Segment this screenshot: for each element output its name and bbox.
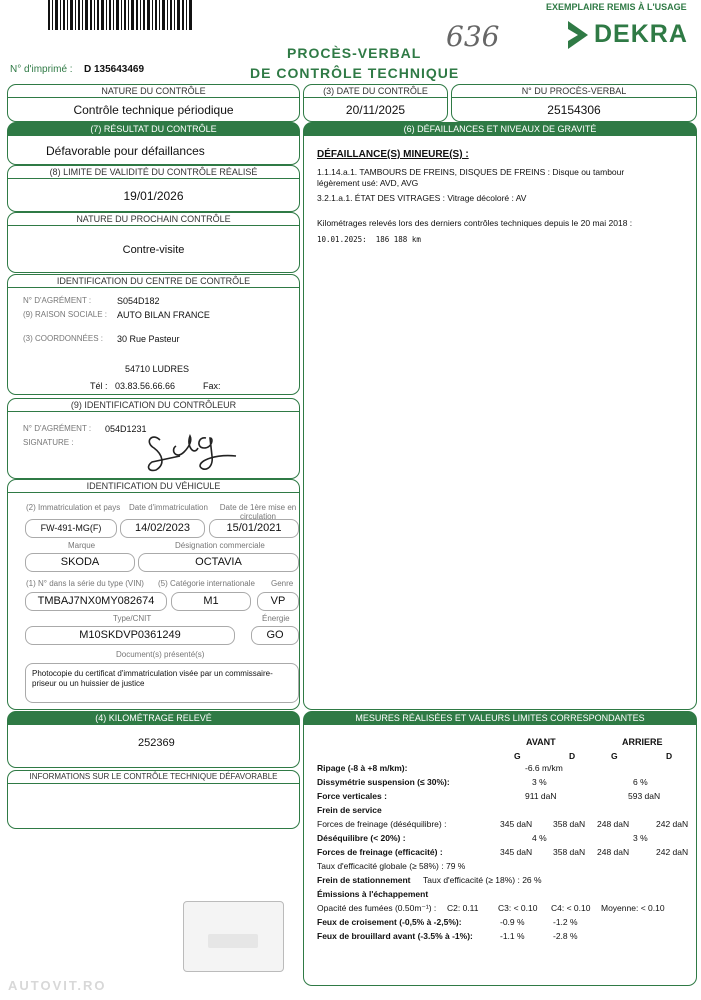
- forces-deseq-2: 358 daN: [553, 819, 586, 829]
- barcode: [48, 0, 194, 30]
- brouillard-2: -2.8 %: [553, 931, 578, 941]
- measures-d-avant: D: [569, 751, 576, 761]
- ripage-label: Ripage (-8 à +8 m/km):: [317, 763, 408, 773]
- croisement-label: Feux de croisement (-0,5% à -2,5%):: [317, 917, 462, 927]
- brouillard-label: Feux de brouillard avant (-3.5% à -1%):: [317, 931, 473, 941]
- validity-box: [7, 178, 300, 212]
- vehicle-genre-label: Genre: [271, 579, 294, 588]
- vehicle-first-use-value: 15/01/2021: [209, 519, 299, 538]
- dissym-label: Dissymétrie suspension (≤ 30%):: [317, 777, 450, 787]
- vehicle-cat-label: (5) Catégorie internationale: [158, 579, 255, 588]
- nature-box: [7, 97, 300, 122]
- taux-global: Taux d'efficacité globale (≥ 58%) : 79 %: [317, 861, 466, 871]
- date-box: [303, 97, 448, 122]
- info-fav-header: INFORMATIONS SUR LE CONTRÔLE TECHNIQUE DÉFAVORABLE: [7, 770, 300, 784]
- deseq-label: Déséquilibre (< 20%) :: [317, 833, 406, 843]
- center-agrement-value: S054D182: [117, 296, 160, 306]
- date-value: 20/11/2025: [345, 103, 406, 117]
- sticker-inner: [208, 934, 258, 948]
- vehicle-date-immat-value: 14/02/2023: [120, 519, 205, 538]
- vehicle-vin-value: TMBAJ7NX0MY082674: [25, 592, 167, 611]
- result-box: [7, 135, 300, 165]
- vehicle-docs-box: [25, 663, 299, 703]
- opacite-c3: C3: < 0.10: [498, 903, 538, 913]
- failures-box: [303, 135, 697, 710]
- dissym-arriere: 6 %: [633, 777, 648, 787]
- km-box: [7, 724, 300, 768]
- page-title-line1: PROCÈS-VERBAL: [287, 45, 422, 61]
- next-control-value: Contre-visite: [122, 244, 185, 256]
- forces-verticales-arriere: 593 daN: [628, 791, 661, 801]
- next-control-header: NATURE DU PROCHAIN CONTRÔLE: [7, 212, 300, 226]
- forces-eff-label: Forces de freinage (efficacité) :: [317, 847, 443, 857]
- vehicle-genre-value: VP: [257, 592, 299, 611]
- opacite-c2: C2: 0.11: [447, 903, 479, 913]
- stationnement-value: Taux d'efficacité (≥ 18%) : 26 %: [423, 875, 542, 885]
- vehicle-type-label: Type/CNIT: [113, 614, 152, 623]
- center-raison-value: AUTO BILAN FRANCE: [117, 310, 210, 320]
- printed-number-value: D 135643469: [84, 64, 145, 75]
- vehicle-docs-value: Photocopie du certificat d'immatriculation visée par un commissaire-priseur ou un huissier de justice: [32, 669, 273, 688]
- controller-agrement-label: N° D'AGRÉMENT :: [23, 424, 92, 433]
- vehicle-first-use-label: Date de 1ère mise en circulation: [219, 503, 297, 521]
- validity-header: (8) LIMITE DE VALIDITÉ DU CONTRÔLE RÉALISÉ: [7, 165, 300, 179]
- center-address1: 30 Rue Pasteur: [117, 334, 180, 344]
- deseq-arriere: 3 %: [633, 833, 648, 843]
- vehicle-cat-value: M1: [171, 592, 251, 611]
- controller-box: [7, 411, 300, 479]
- measures-arriere: ARRIERE: [622, 737, 663, 747]
- barcode-graphic: [48, 0, 194, 30]
- failure-item-1: 1.1.14.a.1. TAMBOURS DE FREINS, DISQUES DE FREINS : Disque ou tambour légèrement usé: AVD, AVG: [317, 167, 625, 188]
- watermark: AUTOVIT.RO: [8, 978, 107, 993]
- brouillard-1: -1.1 %: [500, 931, 525, 941]
- brand-name: DEKRA: [594, 20, 688, 48]
- forces-eff-1: 345 daN: [500, 847, 533, 857]
- failure-item-2: 3.2.1.a.1. ÉTAT DES VITRAGES : Vitrage décoloré : AV: [317, 193, 527, 203]
- sticker-area: [183, 901, 284, 972]
- vehicle-marque-label: Marque: [68, 541, 96, 550]
- center-coord-label: (3) COORDONNÉES :: [23, 334, 104, 343]
- vehicle-immat-label: (2) Immatriculation et pays: [26, 503, 121, 512]
- pv-header: N° DU PROCÈS-VERBAL: [451, 84, 697, 98]
- center-fax-label: Fax:: [203, 381, 221, 391]
- vehicle-energie-value: GO: [251, 626, 299, 645]
- center-tel-value: 03.83.56.66.66: [115, 381, 176, 391]
- dissym-avant: 3 %: [532, 777, 547, 787]
- validity-value: 19/01/2026: [123, 189, 184, 203]
- measures-g-arriere: G: [611, 751, 618, 761]
- stationnement-label: Frein de stationnement: [317, 875, 411, 885]
- vehicle-box: [7, 492, 300, 710]
- vehicle-designation-value: OCTAVIA: [138, 553, 299, 572]
- date-header: (3) DATE DU CONTRÔLE: [303, 84, 448, 98]
- measures-d-arriere: D: [666, 751, 673, 761]
- forces-eff-2: 358 daN: [553, 847, 586, 857]
- forces-verticales-avant: 911 daN: [525, 791, 557, 801]
- opacite-moyenne: Moyenne: < 0.10: [601, 903, 665, 913]
- vehicle-type-value: M10SKDVP0361249: [25, 626, 235, 645]
- forces-deseq-4: 242 daN: [656, 819, 689, 829]
- pv-value: 25154306: [547, 103, 601, 117]
- vehicle-energie-label: Énergie: [262, 614, 290, 623]
- km-history-note: Kilométrages relevés lors des derniers contrôles techniques depuis le 20 mai 2018 :: [317, 218, 633, 228]
- forces-verticales-label: Force verticales :: [317, 791, 387, 801]
- measures-avant: AVANT: [526, 737, 556, 747]
- vehicle-designation-label: Désignation commerciale: [175, 541, 265, 550]
- controller-header: (9) IDENTIFICATION DU CONTRÔLEUR: [7, 398, 300, 412]
- info-fav-box: [7, 783, 300, 829]
- page-title-line2: DE CONTRÔLE TECHNIQUE: [250, 65, 460, 81]
- signature-icon: [140, 426, 240, 481]
- forces-deseq-3: 248 daN: [597, 819, 630, 829]
- failures-header: (6) DÉFAILLANCES ET NIVEAUX DE GRAVITÉ: [303, 122, 697, 136]
- copy-note: EXEMPLAIRE REMIS À L'USAGE: [546, 2, 687, 12]
- vehicle-marque-value: SKODA: [25, 553, 135, 572]
- opacite-c4: C4: < 0.10: [551, 903, 591, 913]
- next-control-box: [7, 225, 300, 273]
- frein-service-label: Frein de service: [317, 805, 382, 815]
- km-value: 252369: [138, 737, 175, 749]
- measures-g-avant: G: [514, 751, 521, 761]
- opacite-label: Opacité des fumées (0.50m⁻¹) :: [317, 903, 437, 913]
- emissions-label: Émissions à l'échappement: [317, 889, 429, 899]
- croisement-1: -0.9 %: [500, 917, 525, 927]
- center-tel-label: Tél :: [90, 381, 108, 391]
- pv-box: [451, 97, 697, 122]
- failures-title: DÉFAILLANCE(S) MINEURE(S) :: [317, 149, 469, 160]
- deseq-avant: 4 %: [532, 833, 547, 843]
- vehicle-immat-value: FW-491-MG(F): [25, 519, 117, 538]
- nature-header: NATURE DU CONTRÔLE: [7, 84, 300, 98]
- controller-agrement-value: 054D1231: [105, 424, 147, 434]
- controller-signature-label: SIGNATURE :: [23, 438, 74, 447]
- center-header: IDENTIFICATION DU CENTRE DE CONTRÔLE: [7, 274, 300, 288]
- forces-deseq-label: Forces de freinage (déséquilibre) :: [317, 819, 447, 829]
- center-box: [7, 287, 300, 395]
- forces-deseq-1: 345 daN: [500, 819, 533, 829]
- result-header: (7) RÉSULTAT DU CONTRÔLE: [7, 122, 300, 136]
- measures-header: MESURES RÉALISÉES ET VALEURS LIMITES CORRESPONDANTES: [303, 711, 697, 725]
- center-agrement-label: N° D'AGRÉMENT :: [23, 296, 92, 305]
- dekra-logo-icon: [566, 19, 590, 56]
- ripage-value: -6.6 m/km: [525, 763, 563, 773]
- center-address2: 54710 LUDRES: [125, 364, 190, 374]
- printed-number-label: N° d'imprimé :: [10, 64, 73, 75]
- forces-eff-3: 248 daN: [597, 847, 630, 857]
- handwritten-number: 636: [446, 20, 500, 53]
- vehicle-date-immat-label: Date d'immatriculation: [129, 503, 208, 512]
- measures-box: [303, 724, 697, 986]
- km-header: (4) KILOMÉTRAGE RELEVÉ: [7, 711, 300, 725]
- vehicle-docs-label: Document(s) présenté(s): [116, 650, 205, 659]
- km-history-entry: 10.01.2025: 186 188 km: [317, 235, 421, 244]
- nature-value: Contrôle technique périodique: [73, 103, 234, 117]
- vehicle-header: IDENTIFICATION DU VÉHICULE: [7, 479, 300, 493]
- result-value: Défavorable pour défaillances: [46, 144, 205, 158]
- croisement-2: -1.2 %: [553, 917, 578, 927]
- forces-eff-4: 242 daN: [656, 847, 689, 857]
- center-raison-label: (9) RAISON SOCIALE :: [23, 310, 108, 319]
- vehicle-vin-label: (1) N° dans la série du type (VIN): [26, 579, 144, 588]
